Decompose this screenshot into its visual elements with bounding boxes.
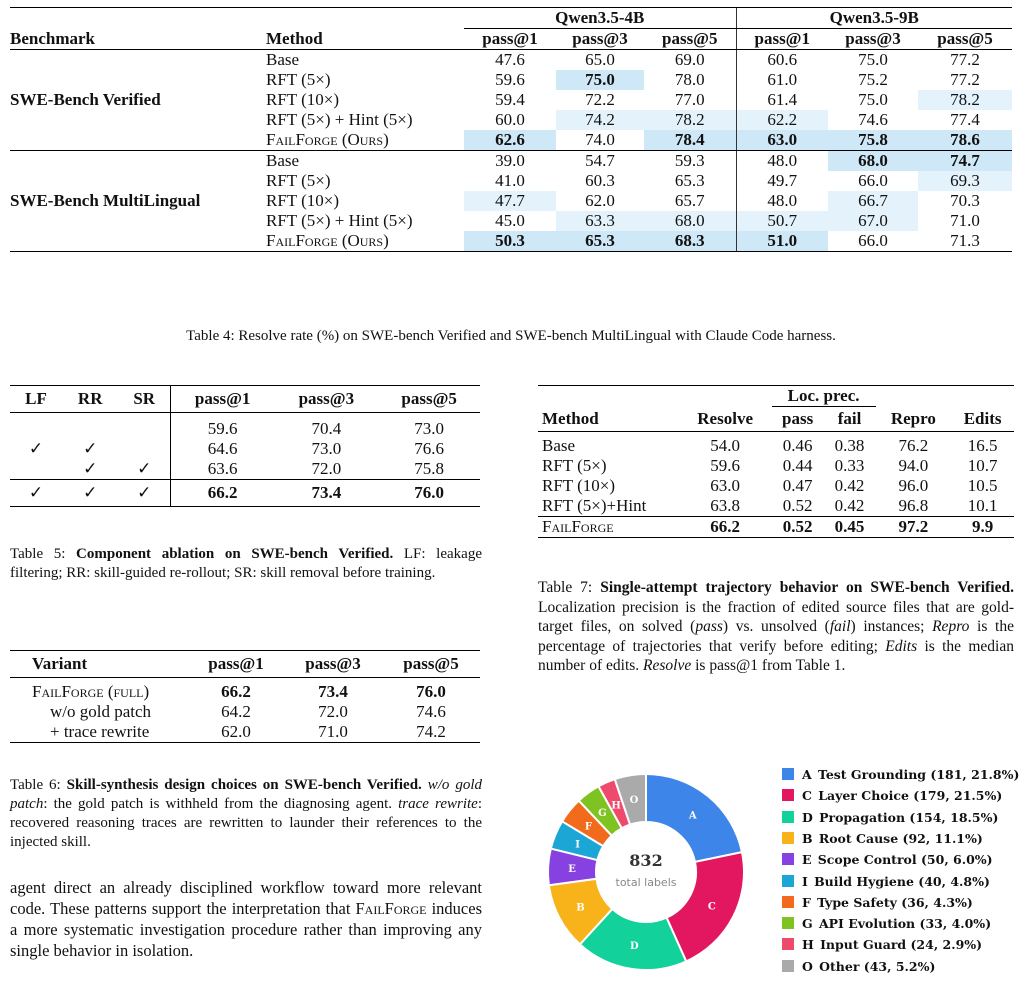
donut-slice-label: I: [575, 839, 580, 851]
brand-name: FailForge (Ours): [266, 231, 389, 250]
caption-italic: Resolve: [643, 657, 692, 674]
method-name: RFT (5×) + Hint (5×): [266, 211, 413, 230]
cell-value: 0.52: [782, 496, 813, 515]
cell-value: 10.7: [967, 456, 998, 475]
check-cell: [10, 419, 62, 439]
cell-value: 63.0: [710, 476, 741, 495]
cell-value: 51.0: [736, 231, 828, 251]
check-cell: ✓: [28, 439, 44, 458]
cell-value: 74.7: [918, 151, 1012, 171]
cell-value: 48.0: [736, 151, 828, 171]
cell-value: 0.46: [782, 436, 813, 455]
table-5: [10, 385, 480, 507]
col-header: LF: [10, 386, 62, 413]
col-header: pass@5: [662, 29, 718, 48]
col-header: Method: [266, 28, 323, 48]
cell-value: 75.0: [858, 90, 888, 109]
table-row: [10, 151, 1012, 171]
caption-text: : recovered reasoning traces are rewritten to launder their references to the injected skill.: [10, 796, 483, 850]
cell-value: 66.2: [170, 480, 274, 507]
cell-value: 50.3: [464, 231, 556, 251]
cell-value: 62.0: [221, 722, 251, 741]
cell-value: 77.0: [674, 90, 705, 109]
cell-value: 63.8: [710, 496, 741, 515]
table-row: [538, 456, 1014, 476]
cell-value: 68.3: [644, 231, 736, 251]
donut-slice-label: D: [629, 941, 639, 953]
col-header: Method: [538, 407, 679, 432]
cell-value: 61.0: [736, 70, 828, 90]
legend-percent: 4.0%: [951, 916, 986, 932]
caption-text: is the percentage of trajectories that verify before editing;: [538, 618, 1014, 655]
table-row: [10, 419, 480, 439]
variant-name: + trace rewrite: [50, 722, 150, 741]
header-row: [10, 386, 480, 413]
method-name: RFT (5×)+Hint: [542, 496, 647, 515]
legend-count: 50: [926, 852, 945, 868]
cell-value: 77.2: [950, 70, 980, 89]
cell-value: 47.6: [495, 50, 525, 69]
method-name: RFT (5×): [542, 456, 607, 475]
table-row: [10, 702, 480, 722]
check-cell: [118, 439, 170, 459]
legend-percent: 6.0%: [953, 852, 987, 868]
legend-count: 154: [915, 809, 942, 825]
legend-percent: 21.5%: [954, 788, 997, 804]
legend-key: I: [802, 873, 808, 889]
col-header: RR: [62, 386, 118, 413]
donut-center-label: total labels: [615, 876, 677, 889]
col-header: Resolve: [679, 407, 772, 432]
table-6-caption: [10, 776, 482, 852]
col-header: pass@3: [845, 29, 901, 48]
body-text: agent direct an already disciplined workflow toward more relevant code. These patterns support the interpretation that: [10, 878, 482, 918]
method-name: RFT (10×): [266, 191, 340, 210]
cell-value: 60.3: [585, 171, 615, 190]
label-distribution-donut-chart: [540, 762, 752, 982]
cell-value: 73.4: [274, 480, 378, 507]
check-cell: ✓: [118, 480, 170, 507]
table-row: [10, 480, 480, 507]
cell-value: 66.2: [679, 517, 772, 538]
legend-name: Layer Choice: [818, 788, 909, 804]
cell-value: 75.8: [414, 459, 445, 478]
legend-item: H Input Guard (24, 2.9%): [782, 937, 982, 952]
col-header: pass@5: [382, 651, 480, 678]
cell-value: 62.2: [736, 110, 828, 130]
cell-value: 75.8: [828, 130, 918, 150]
legend-item: B Root Cause (92, 11.1%): [782, 831, 983, 846]
legend-percent: 4.3%: [933, 894, 967, 910]
donut-slice-label: C: [707, 901, 716, 913]
method-name: FailForge: [538, 517, 679, 538]
legend-swatch: [782, 853, 794, 865]
brand-name: FailForge (Ours): [266, 130, 389, 149]
col-header: Edits: [951, 407, 1014, 432]
caption-italic: Repro: [932, 618, 970, 635]
cell-value: 70.3: [950, 191, 980, 210]
cell-value: 65.7: [674, 191, 705, 210]
legend-item: G API Evolution (33, 4.0%): [782, 916, 991, 931]
donut-slice-label: O: [629, 794, 639, 806]
cell-value: 59.6: [710, 456, 741, 475]
check-cell: ✓: [83, 459, 98, 478]
cell-value: 76.0: [416, 682, 446, 701]
cell-value: 64.2: [221, 702, 251, 721]
col-header: Benchmark: [10, 28, 95, 48]
legend-percent: 4.8%: [950, 873, 984, 889]
legend-name: Build Hygiene: [814, 873, 914, 889]
table-7: [538, 385, 1014, 538]
cell-value: 66.0: [858, 171, 888, 190]
caption-text: is the median number of edits.: [538, 637, 1014, 674]
table-4-verified: [10, 50, 1012, 150]
legend-name: Propagation: [819, 809, 906, 825]
legend-count: 92: [908, 830, 926, 846]
cell-value: 50.7: [736, 211, 828, 231]
cell-value: 54.7: [585, 151, 615, 170]
cell-value: 68.0: [644, 211, 736, 231]
col-header: pass@3: [274, 386, 378, 413]
legend-swatch: [782, 811, 794, 823]
legend-name: API Evolution: [818, 916, 916, 932]
cell-value: 74.6: [416, 702, 446, 721]
donut-slice-label: A: [688, 810, 697, 822]
legend-swatch: [782, 938, 794, 950]
table-row: [10, 439, 480, 459]
legend-item: O Other (43, 5.2%): [782, 959, 935, 974]
caption-label: Table 5:: [10, 546, 77, 562]
legend-swatch: [782, 832, 794, 844]
col-header: pass: [772, 407, 824, 432]
cell-value: 94.0: [898, 456, 929, 475]
caption-italic: pass: [695, 618, 723, 635]
cell-value: 0.52: [772, 517, 824, 538]
legend-key: E: [802, 852, 812, 868]
method-name: Base: [266, 50, 300, 69]
method-name: [266, 231, 464, 251]
cell-value: 0.42: [834, 476, 865, 495]
legend-item: D Propagation (154, 18.5%): [782, 810, 998, 825]
caption-italic: w/o gold patch: [10, 777, 483, 812]
cell-value: 78.2: [644, 110, 736, 130]
cell-value: 97.2: [876, 517, 952, 538]
donut-slice-label: E: [568, 864, 576, 876]
cell-value: 64.6: [170, 439, 274, 459]
cell-value: 0.47: [782, 476, 813, 495]
cell-value: 48.0: [736, 191, 828, 211]
legend-item: I Build Hygiene (40, 4.8%): [782, 874, 990, 889]
cell-value: 74.2: [556, 110, 644, 130]
legend-count: 24: [916, 937, 934, 953]
cell-value: 68.0: [828, 151, 918, 171]
cell-value: 74.2: [416, 722, 446, 741]
col-header: pass@1: [736, 29, 828, 50]
cell-value: 49.7: [736, 171, 828, 191]
legend-swatch: [782, 917, 794, 929]
legend-percent: 2.9%: [942, 937, 977, 953]
cell-value: 73.0: [311, 439, 342, 458]
cell-value: 76.2: [898, 436, 929, 455]
caption-italic: Edits: [885, 637, 918, 655]
col-header: Repro: [876, 407, 952, 432]
table-row: [538, 432, 1014, 457]
cell-value: 75.2: [858, 70, 888, 89]
cell-value: 74.6: [858, 110, 888, 129]
check-cell: [10, 459, 62, 480]
caption-text: ) instances;: [850, 618, 933, 635]
cell-value: 69.0: [674, 50, 705, 69]
table-row: [10, 50, 1012, 70]
group-header-loc-prec: Loc. prec.: [772, 386, 876, 407]
cell-value: 70.4: [311, 419, 342, 438]
legend-swatch: [782, 789, 794, 801]
cell-value: 59.4: [495, 90, 525, 109]
table-6: [10, 650, 480, 743]
legend-key: A: [802, 767, 812, 782]
cell-value: 45.0: [495, 211, 525, 230]
header-row: [538, 407, 1014, 432]
cell-value: 69.3: [918, 171, 1012, 191]
cell-value: 54.0: [710, 436, 741, 455]
cell-value: 61.4: [736, 90, 828, 110]
cell-value: 65.3: [556, 231, 644, 251]
group-header-4b: Qwen3.5-4B: [464, 8, 736, 29]
caption-text: Localization precision is the fraction of edited source files that are gold-target files, on solved (: [538, 598, 1014, 635]
cell-value: 0.38: [834, 436, 865, 455]
table-row: [538, 476, 1014, 496]
cell-value: 73.4: [318, 682, 348, 701]
col-header: pass@1: [170, 386, 274, 413]
legend-percent: 18.5%: [950, 809, 993, 825]
caption-label: Table 6:: [10, 777, 67, 793]
table-4-grid: [10, 8, 1012, 49]
cell-value: 72.0: [311, 459, 342, 478]
cell-value: 71.0: [318, 722, 348, 741]
method-name: RFT (10×): [542, 476, 616, 495]
legend-key: C: [802, 788, 812, 804]
cell-value: 66.2: [221, 682, 251, 701]
cell-value: 65.0: [585, 50, 615, 69]
cell-value: 75.0: [858, 50, 888, 69]
table-6-grid: [10, 651, 480, 742]
legend-item: A Test Grounding (181, 21.8%): [782, 767, 1019, 782]
col-header: pass@5: [378, 386, 480, 413]
cell-value: 0.44: [782, 456, 813, 475]
cell-value: 77.2: [950, 50, 980, 69]
legend-swatch: [782, 960, 794, 972]
legend-item: E Scope Control (50, 6.0%): [782, 852, 993, 867]
cell-value: 72.0: [318, 702, 348, 721]
caption-italic: trace rewrite: [398, 796, 478, 812]
col-header: Variant: [10, 651, 188, 678]
legend-item: C Layer Choice (179, 21.5%): [782, 788, 1002, 803]
cell-value: 66.7: [828, 191, 918, 211]
caption-text: : the gold patch is withheld from the diagnosing agent.: [43, 796, 399, 812]
method-name: RFT (5×) + Hint (5×): [266, 110, 413, 129]
legend-swatch: [782, 768, 794, 780]
legend-item: F Type Safety (36, 4.3%): [782, 895, 973, 910]
col-header: SR: [118, 386, 170, 413]
table-row: [10, 459, 480, 480]
legend-count: 43: [869, 958, 888, 974]
cell-value: 10.1: [967, 496, 998, 515]
benchmark-name: SWE-Bench MultiLingual: [10, 191, 201, 210]
legend-key: G: [802, 916, 813, 932]
cell-value: 96.0: [898, 476, 929, 495]
cell-value: 63.3: [556, 211, 644, 231]
method-name: RFT (5×): [266, 70, 331, 89]
table-row: [538, 496, 1014, 517]
check-cell: [62, 419, 118, 439]
variant-name: FailForge (full): [32, 682, 150, 701]
col-header: pass@1: [188, 651, 284, 678]
cell-value: 0.33: [834, 456, 865, 475]
cell-value: 60.6: [736, 50, 828, 70]
col-header: pass@3: [284, 651, 382, 678]
legend-percent: 11.1%: [934, 830, 977, 846]
caption-bold: Skill-synthesis design choices on SWE-bench Verified.: [66, 777, 422, 793]
donut-center-value: 832: [629, 851, 663, 870]
cell-value: 9.9: [951, 517, 1014, 538]
header-row: [10, 651, 480, 678]
table-4-caption: Table 4: Resolve rate (%) on SWE-bench Verified and SWE-bench MultiLingual with Claude Code harness.: [186, 328, 836, 344]
cell-value: 41.0: [495, 171, 525, 190]
check-cell: ✓: [10, 480, 62, 507]
table-4: [10, 7, 1012, 252]
legend-key: F: [802, 894, 811, 910]
legend-swatch: [782, 896, 794, 908]
variant-name: w/o gold patch: [50, 702, 152, 721]
check-cell: [118, 419, 170, 439]
cell-value: 63.0: [736, 130, 828, 150]
cell-value: 0.45: [824, 517, 876, 538]
caption-bold: Component ablation on SWE-bench Verified.: [76, 546, 394, 562]
caption-label: Table 7:: [538, 579, 601, 596]
legend-name: Root Cause: [818, 830, 899, 846]
cell-value: 74.0: [585, 130, 615, 149]
legend-name: Test Grounding: [817, 767, 927, 782]
benchmark-name: SWE-Bench Verified: [10, 90, 161, 109]
legend-count: 40: [924, 873, 942, 889]
method-name: Base: [266, 151, 300, 170]
legend-swatch: [782, 875, 794, 887]
col-header: fail: [824, 407, 876, 432]
body-paragraph: [10, 877, 482, 961]
cell-value: 62.0: [585, 191, 615, 210]
check-cell: ✓: [83, 439, 98, 458]
caption-bold: Single-attempt trajectory behavior on SWE-bench Verified.: [600, 579, 1014, 596]
legend-count: 33: [925, 916, 943, 932]
caption-text: LF: leakage filtering; RR: skill-guided re-rollout; SR: skill removal before training.: [10, 546, 482, 581]
cell-value: 59.3: [674, 151, 705, 170]
check-cell: ✓: [137, 459, 152, 478]
table-row: [10, 678, 480, 703]
cell-value: 39.0: [495, 151, 525, 170]
cell-value: 10.5: [967, 476, 998, 495]
cell-value: 75.0: [556, 70, 644, 90]
cell-value: 65.3: [674, 171, 705, 190]
cell-value: 16.5: [967, 436, 998, 455]
cell-value: 66.0: [858, 231, 888, 250]
cell-value: 60.0: [495, 110, 525, 129]
cell-value: 78.4: [644, 130, 736, 150]
donut-slice-label: F: [584, 821, 592, 833]
cell-value: 63.6: [170, 459, 274, 480]
body-text: induces a more systematic investigation procedure rather than improving any single behavior in isolation.: [10, 899, 482, 960]
legend-percent: 21.8%: [971, 767, 1014, 782]
cell-value: 73.0: [414, 419, 445, 438]
method-name: Base: [542, 436, 576, 455]
group-header-9b: Qwen3.5-9B: [736, 8, 1012, 29]
table-4-multilingual: [10, 151, 1012, 251]
legend-key: D: [802, 809, 813, 825]
legend-name: Scope Control: [817, 852, 917, 868]
cell-value: 59.6: [495, 70, 525, 89]
col-header: pass@3: [572, 29, 628, 48]
col-header: pass@5: [937, 29, 993, 48]
col-header: pass@1: [482, 29, 538, 48]
caption-text: is pass@1 from Table 1.: [691, 657, 846, 674]
table-7-caption: [538, 578, 1014, 676]
cell-value: 96.8: [898, 496, 929, 515]
legend-count: 181: [936, 767, 963, 782]
method-name: RFT (10×): [266, 90, 340, 109]
cell-value: 67.0: [828, 211, 918, 231]
donut-slice-label: G: [598, 808, 607, 820]
cell-value: 76.6: [414, 439, 445, 458]
cell-value: 77.4: [950, 110, 980, 129]
legend-name: Other: [819, 958, 860, 974]
donut-slice-label: H: [611, 800, 621, 812]
legend-key: H: [802, 937, 814, 953]
legend-name: Type Safety: [817, 894, 897, 910]
cell-value: 47.7: [464, 191, 556, 211]
check-cell: ✓: [62, 480, 118, 507]
cell-value: 59.6: [170, 419, 274, 439]
donut-slice-label: B: [576, 902, 585, 914]
table-7-grid: [538, 386, 1014, 537]
legend-key: O: [802, 958, 813, 974]
caption-italic: fail: [829, 618, 851, 635]
cell-value: 0.42: [834, 496, 865, 515]
legend-percent: 5.2%: [895, 958, 930, 974]
brand-name: FailForge: [355, 899, 427, 918]
cell-value: 62.6: [464, 130, 556, 150]
method-name: [266, 130, 464, 150]
cell-value: 78.6: [918, 130, 1012, 150]
legend-count: 179: [919, 788, 946, 804]
table-5-caption: [10, 545, 482, 583]
cell-value: 71.0: [950, 211, 980, 230]
cell-value: 71.3: [950, 231, 980, 250]
table-row: [538, 517, 1014, 538]
table-5-grid: [10, 386, 480, 506]
cell-value: 76.0: [378, 480, 480, 507]
cell-value: 72.2: [585, 90, 615, 109]
caption-text: ) vs. unsolved (: [722, 618, 830, 635]
cell-value: 78.2: [918, 90, 1012, 110]
cell-value: 78.0: [674, 70, 705, 89]
method-name: RFT (5×): [266, 171, 331, 190]
legend-count: 36: [907, 894, 925, 910]
legend-name: Input Guard: [820, 937, 907, 953]
table-row: [10, 722, 480, 742]
legend-key: B: [802, 830, 813, 846]
